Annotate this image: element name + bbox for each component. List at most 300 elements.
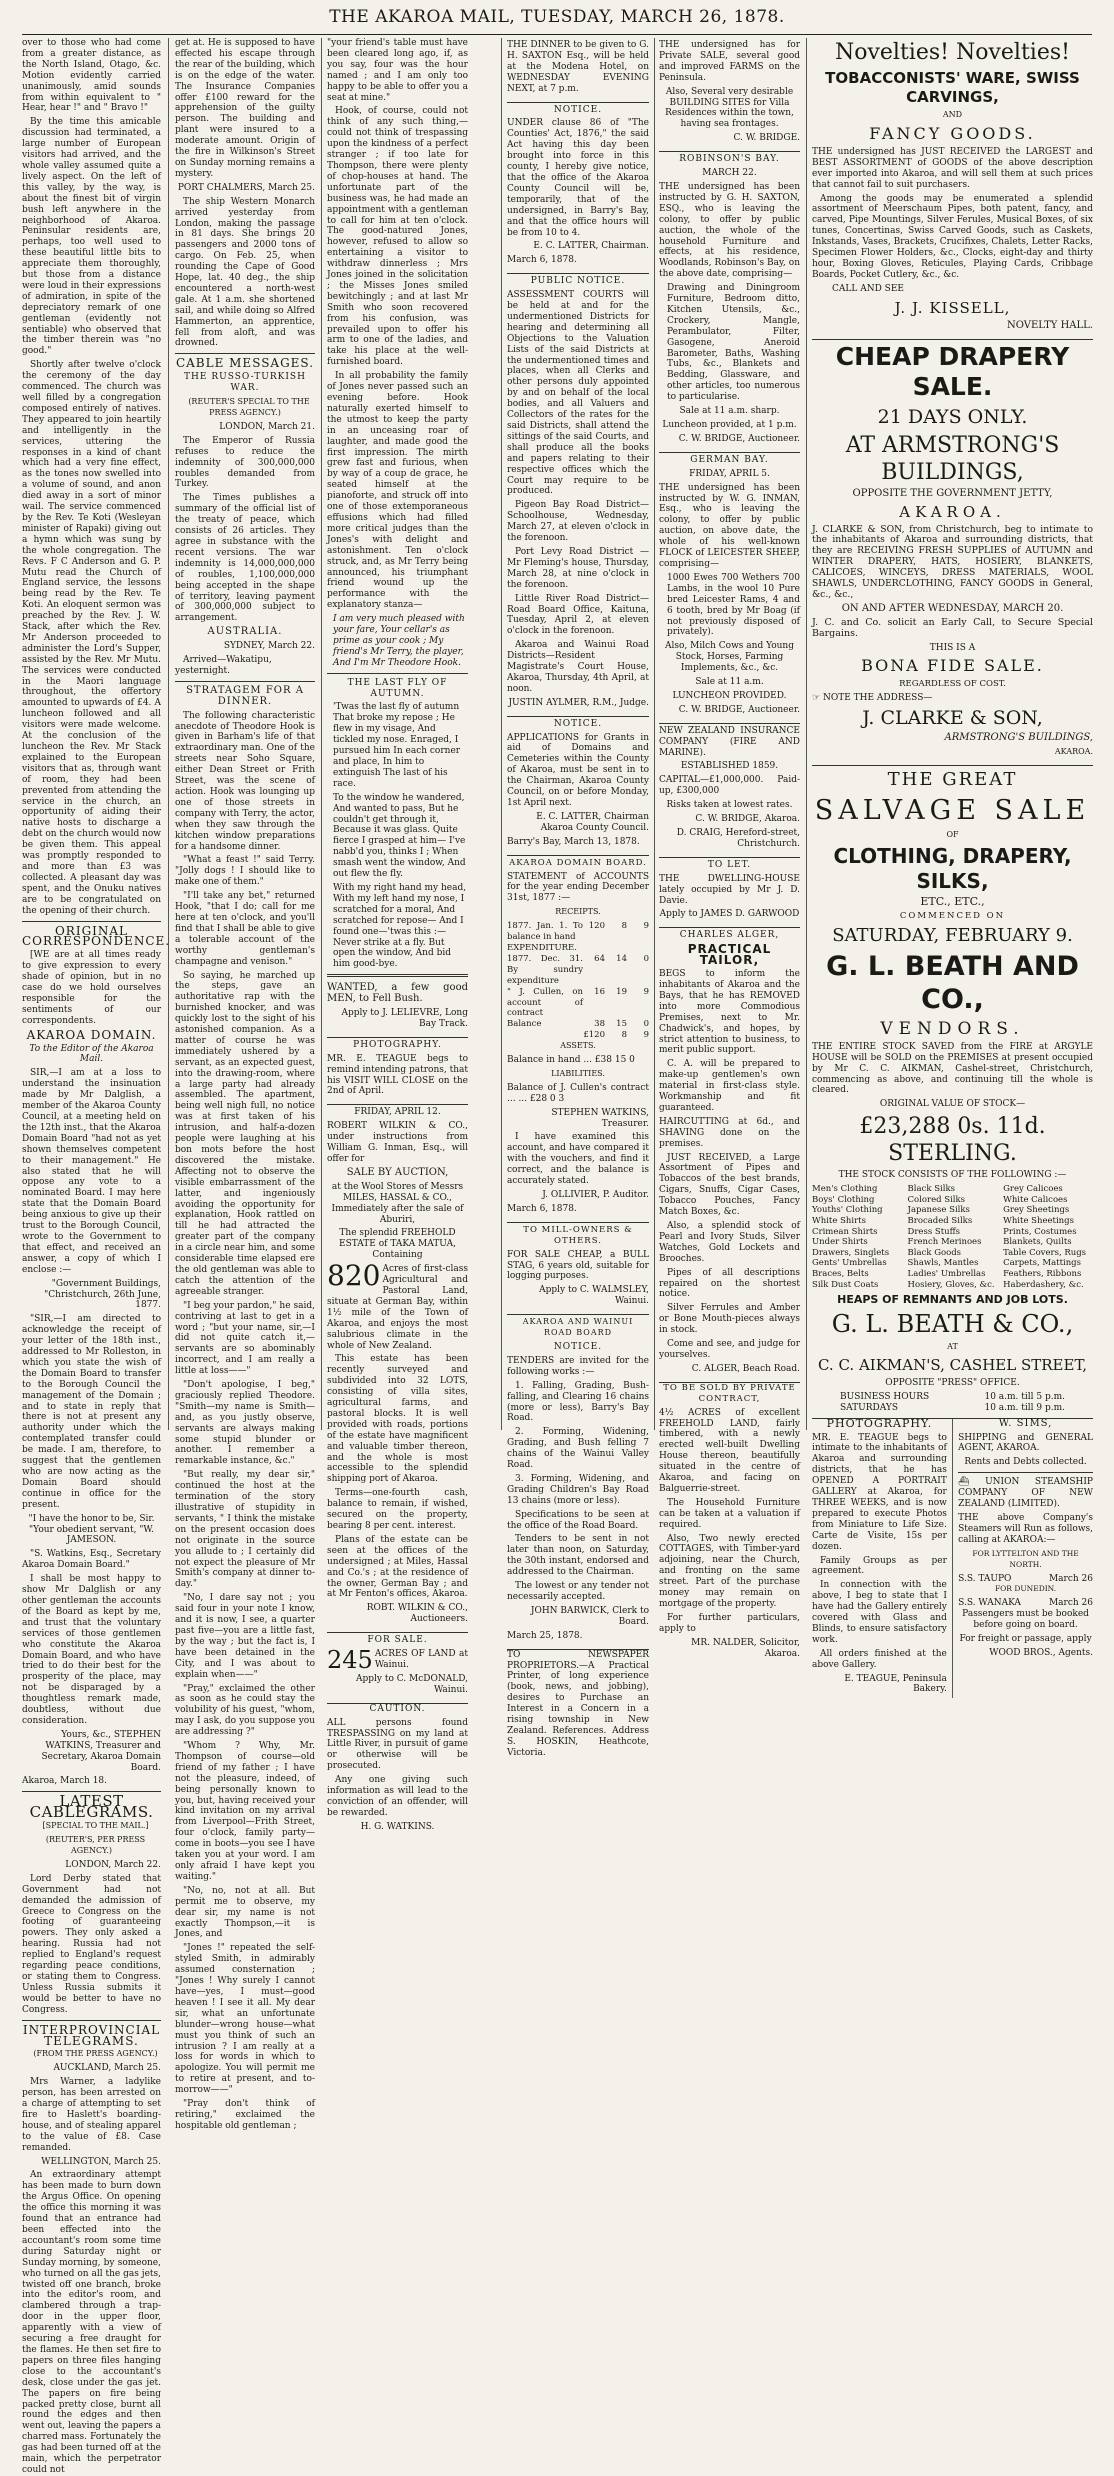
ad-text: For further particulars, apply to xyxy=(659,1612,800,1634)
column-rule xyxy=(168,38,169,1430)
stock-item: Crimean Shirts xyxy=(812,1226,878,1237)
stock-item: Dress Stuffs xyxy=(907,1226,960,1237)
ad-heading: PHOTOGRAPHY. xyxy=(826,1416,933,1430)
stock-item: Grey Calicoes xyxy=(1003,1184,1063,1195)
account-amount: 9 xyxy=(643,921,649,932)
ad-text: THE above Company's Steamers will Run as follows, calling at AKAROA:— xyxy=(958,1512,1093,1545)
ad-text: ORIGINAL VALUE OF STOCK— xyxy=(879,1099,1026,1110)
ad-text: Pipes of all descriptions repaired on the shortest notice. xyxy=(659,1267,800,1300)
article-text: So saying, he marched up the steps, gave an authoritative rap with the burnished knocker, and was quickly lost to the sight of his astonished companion. As a matter of course he was immediately ushered by a servant, as an expected guest, into the drawing-room, where a large party had already assembled. The apartment, being well nigh full, no notice was at first taken of his intrusion, and half-a-dozen people were laughing at his bon mots before the host discovered the mistake. Affecting not to observe the visible embarrassment of the latter, and ingeniously avoiding the opportunity for explanation, Hook rattled on till he had attracted the greater part of the company in a circle near him, and some considerable time elapsed ere the old gentleman was able to catch the attention of the agreeable stranger. xyxy=(175,970,315,1297)
ad-text: BEGS to inform the inhabitants of Akaroa and the Bays, that he has REMOVED into more Commodious Premises, next to Mr. Chadwick's, and hopes, by strict attention to business, to merit public support. xyxy=(659,969,800,1056)
stock-item: Black Goods xyxy=(907,1247,962,1258)
ad-text: Also, Several very desirable BUILDING SITES for Villa Residences within the town, having sea frontages. xyxy=(665,86,794,130)
ad-text: AND xyxy=(942,110,963,119)
article-text: An extraordinary attempt has been made to burn down the Argus Office. On opening the office this morning it was found that an entrance had been effected into the accountant's room some time during Saturday night or Sunday morning, by someone, who turned on all the gas jets, twisted off one branch, broke into the editor's room, and clambered through a trap-door in the upper floor, apparently with a view of securing a free draught for the flames. He then set fire to papers on three files hanging close to the accountant's desk, close under the gas jet. The papers on fire being packed pretty close, burnt all round the edges and then went out, leaving the papers a charred mass. Fortunately the gas had been turned off at the main, which the perpetrator could not xyxy=(22,2170,161,2475)
letter-text: "I have the honor to be, Sir. "Your obedient servant, "W. JAMESON. xyxy=(28,1513,155,1546)
ad-private-sale xyxy=(659,38,800,152)
divider xyxy=(327,673,468,674)
stock-item: Braces, Belts xyxy=(812,1268,869,1279)
ad-text: ACRES OF LAND at Wainui. xyxy=(374,1649,468,1670)
ad-shipping xyxy=(958,1419,1093,1699)
stock-item: Brocaded Silks xyxy=(907,1215,973,1226)
editorial-note: [WE are at all times ready to give expression to every shade of opinion, but in no case do we hold ourselves responsible for the sentiments of our correspondents. xyxy=(22,950,161,1026)
ad-banner: SATURDAY, FEBRUARY 9. xyxy=(832,924,1073,946)
ad-tailor xyxy=(659,928,800,1382)
account-row: Balance in hand ... £38 15 0 xyxy=(507,1055,635,1066)
poem-stanza: 'Twas the last fly of autumn That broke my repose ; He flew in my visage, And tickled my nose. Enraged, I pursued him In each corner and place, In him to extinguish The last of his race. xyxy=(333,702,461,789)
divider xyxy=(327,974,468,977)
ad-text: at the Wool Stores of Messrs MILES, HASSAL & CO., Immediately after the sale of Aburiri, xyxy=(331,1181,464,1225)
ad-text: THE undersigned has for Private SALE, several good and improved FARMS on the Peninsula. xyxy=(659,40,800,83)
ad-text: In connection with the above, I beg to state that I have had the Gallery entirely covered with Glass and Blinds, to ensure satisfactory work. xyxy=(812,1580,947,1645)
account-subheading: ASSETS. xyxy=(560,1041,596,1051)
column-4 xyxy=(507,38,649,1758)
ad-mill-owners xyxy=(507,1223,649,1315)
dateline: PORT CHALMERS, March 25. xyxy=(177,182,315,193)
masthead: THE AKAROA MAIL, TUESDAY, MARCH 26, 1878. xyxy=(329,7,785,27)
ad-text: Family Groups as per agreement. xyxy=(812,1555,947,1577)
stock-column xyxy=(1003,1184,1093,1290)
letter-text: "SIR,—I am directed to acknowledge the receipt of your letter of the 18th inst., addressed to Mr Rolleston, in which you state the wish of the Domain Board to transfer to the Borough Council the management of the Domain ; and to state in reply that there is not at present any authority under which the contemplated transfer could be made. I am, therefore, to suggest that the gentlemen who are now acting as the Domain Board should continue in office for the present. xyxy=(22,1314,161,1510)
ad-text: HAIRCUTTING at 6d., and SHAVING done on the premises. xyxy=(659,1116,800,1149)
sailing-row xyxy=(958,1598,1093,1609)
ad-heading: SALE BY AUCTION, xyxy=(346,1166,449,1178)
ad-banner: CLOTHING, DRAPERY, SILKS, xyxy=(833,844,1072,893)
sailing-date: March 26 xyxy=(1048,1573,1093,1584)
ad-heading: TO BE SOLD BY PRIVATE CONTRACT, xyxy=(663,1382,796,1404)
ad-signature: JOHN BARWICK, Clerk to Board. xyxy=(530,1605,649,1627)
ad-text: Plans of the estate can be seen at the offices of the undersigned ; at Miles, Hassal and Co.'s ; at the residence of the owner, German Bay ; and at Mr Fenton's offices, Akaroa. xyxy=(327,1534,468,1600)
account-amount xyxy=(605,943,627,954)
stock-item: Prints, Costumes xyxy=(1003,1226,1077,1237)
hours-label: BUSINESS HOURS xyxy=(840,1391,930,1402)
ad-kissell xyxy=(812,38,1093,340)
stock-item: Boys' Clothing xyxy=(812,1194,875,1205)
ad-signature: J. OLLIVIER, P. Auditor. xyxy=(542,1190,649,1200)
article-text: The Emperor of Russia refuses to reduce the indemnity of 300,000,000 roubles demanded from Turkey. xyxy=(175,435,315,490)
ad-text: J. CLARKE & SON, from Christchurch, beg to intimate to the inhabitants of Akaroa and surrounding districts, that they are RECEIVING FRESH SUPPLIES of AUTUMN and WINTER DRAPERY, HATS, HOSIERY, BLANKETS, CALICOES, WINCEYS, DRESS MATERIALS, WOOL SHAWLS, UNDERCLOTHING, FANCY GOODS in General, &c., &c., xyxy=(812,523,1093,600)
account-row xyxy=(507,954,649,987)
article-text: Arrived—Wakatipu, yesternight. xyxy=(175,655,272,676)
account-label xyxy=(507,1030,583,1041)
letter-text: SIR,—I am at a loss to understand the insinuation made by Mr Dalglish, a member of the Akaroa County Council, at a meeting held on the 12th inst., that the Akaroa Domain Board "had not as yet shown themselves competent to their management." He also stated that he will oppose any vote to a nominated Board. I may here state that the Domain Board being anxious to give up their trust to the Borough Council, wrote to the Government to that effect, and received an answer, a copy of which I enclose :— xyxy=(22,1068,161,1275)
ad-signature: STEPHEN WATKINS, Treasurer. xyxy=(551,1107,649,1129)
ad-banner: J. J. KISSELL, xyxy=(894,298,1011,317)
ad-text: MR. E. TEAGUE begs to intimate to the inhabitants of Akaroa and surrounding districts, that he has OPENED A PORTRAIT GALLERY at Akaroa, for THREE WEEKS, and is now prepared to execute Photos from Miniature to Life Size. Carte de Visite, 15s per dozen. xyxy=(812,1432,947,1552)
account-amount: 9 xyxy=(643,986,649,997)
dateline: LONDON, March 21. xyxy=(219,421,315,432)
dateline: WELLINGTON, March 25. xyxy=(41,2156,161,2167)
ad-text: THIS IS A xyxy=(929,642,976,653)
ad-signature: Apply to J. LELIEVRE, Long Bay Track. xyxy=(341,1008,468,1029)
ad-date: March 6, 1878. xyxy=(507,1203,577,1214)
ad-signature: ROBT. WILKIN & CO., Auctioneers. xyxy=(366,1603,468,1625)
divider xyxy=(175,681,315,682)
subheading: (FROM THE PRESS AGENCY.) xyxy=(33,2049,158,2059)
account-row xyxy=(507,943,649,954)
ad-heading: W. SIMS, xyxy=(998,1417,1053,1429)
stock-item: Drawers, Singlets xyxy=(812,1247,890,1258)
column-rule xyxy=(806,38,807,1430)
article-text: In all probability the family of Jones never passed such an evening before. Hook naturally exerted himself to the utmost to keep the party in an unceasing roar of laughter, and made good the first impression. The mirth grew fast and furious, when by way of a coup de grace, he seated himself at the pianoforte, and struck off into one of those extemporaneous effusions which had filled more critical judges than the Jones's with delight and astonishment. Ten o'clock struck, and, as Mr Terry being announced, his triumphant friend wound up the performance with the explanatory stanza— xyxy=(327,371,468,611)
ad-text: TENDERS are invited for the following works :— xyxy=(507,1355,649,1377)
account-amount: 0 xyxy=(643,953,649,964)
ad-heading: TO MILL-OWNERS & OTHERS. xyxy=(523,1224,633,1246)
verse-text: I am very much pleased with your fare, Your cellar's as prime as your cook ; My friend's Mr Terry, the player, And I'm Mr Theodore Hook. xyxy=(333,614,465,668)
article-text: "No, I dare say not ; you said four in your note I know, and it is now, I see, a quarter past five—you are a little fast, by the way ; but the fact is, I have been detained in the City, and I was about to explain when——" xyxy=(175,1593,315,1680)
section-heading: CABLE MESSAGES. xyxy=(175,356,315,371)
divider xyxy=(958,1472,1093,1473)
column-rule xyxy=(501,38,502,1430)
letter-text: I shall be most happy to show Mr Dalglish or any other gentleman the accounts of the Board as kept by me, and trust that the voluntary services of those gentlemen who constitute the Akaroa Domain Board, and who have tried to do their best for the prosperity of the place, may not be disparaged by a thoughtless remark made, doubtless, without due consideration. xyxy=(22,1574,161,1726)
ad-banner: SALVAGE SALE xyxy=(814,795,1091,827)
article-text: "your friend's table must have been cleared long ago, if, as you say, four was the hour named ; and I am only too happy to be able to offer you a seat at mine." xyxy=(327,38,468,103)
section-heading: STRATAGEM FOR A DINNER. xyxy=(186,684,304,707)
subheading: (REUTER'S SPECIAL TO THE PRESS AGENCY.) xyxy=(188,397,310,417)
article-text: "Jones !" repeated the self-styled Smith, in admirably assumed consternation ; "Jones ! Why surely I cannot have—yes, I must—good heaven ! I see it all. My dear sir, what an unfortunate blunder—wrong house—what must you think of such an intrusion ? I am really at a loss for words in which to apologize. You will permit me to retire at present, and to-morrow——" xyxy=(175,1943,315,2096)
ad-text: This estate has been recently surveyed and subdivided into 32 LOTS, consisting of villa sites, agricultural farms, and pastoral blocks. It is well provided with roads, portions of the estate have magnificent and valuable timber thereon, and the whole is most accessible to the splendid shipping port of Akaroa. xyxy=(327,1354,468,1485)
ad-signature: C. W. BRIDGE, Akaroa. xyxy=(695,814,800,825)
article-text: "I beg your pardon," he said, contriving at last to get in a word ; "but your name, sir,—I did not quite catch it,—servants are so abominably incorrect, and I am really a little at loss——" xyxy=(175,1300,315,1377)
route-heading: FOR DUNEDIN. xyxy=(994,1584,1057,1594)
ad-text: COMMENCED ON xyxy=(899,910,1006,921)
stock-list xyxy=(812,1184,1093,1290)
account-label: 1877. Jan. 1. To balance in hand xyxy=(507,921,583,943)
section-heading: ORIGINAL CORRESPONDENCE. xyxy=(22,923,171,949)
account-label: " J. Cullen, on account of contract xyxy=(507,986,583,1019)
ad-text: WANTED, a few good MEN, to Fell Bush. xyxy=(327,982,468,1005)
ad-text: FOR SALE CHEAP, a BULL STAG, 6 years old, suitable for logging purposes. xyxy=(507,1249,649,1282)
ad-text: NOVELTY HALL. xyxy=(1007,319,1093,331)
ad-signature: MR. NALDER, Solicitor, Akaroa. xyxy=(691,1637,800,1659)
ad-banner: TOBACCONISTS' WARE, SWISS CARVINGS, xyxy=(825,69,1080,106)
subheading: [SPECIAL TO THE MAIL.] xyxy=(42,1821,149,1831)
article-text: Lord Derby stated that Government had not demanded the admission of Greece to Congress on the footing of guaranteeing powers. They only asked a hearing. Russia had not replied to England's request regarding peace conditions, or stating them to Congress. Unless Russia submits it would be better to have no Congress. xyxy=(22,1873,161,2015)
ad-caution xyxy=(327,1704,468,1833)
ad-heading: AKAROA DOMAIN BOARD. xyxy=(509,857,647,868)
ad-text: UNION STEAMSHIP COMPANY OF NEW ZEALAND (LIMITED). xyxy=(958,1477,1093,1510)
ad-public-notice xyxy=(507,274,649,716)
ad-cheap-drapery xyxy=(812,340,1093,767)
column-rule xyxy=(654,38,655,1430)
ad-text: ARMSTRONG'S BUILDINGS, xyxy=(944,732,1093,744)
ad-text: ALL persons found TRESPASSING on my land at Little River, in pursuit of game or otherwise will be prosecuted. xyxy=(327,1717,468,1772)
bottom-ads xyxy=(812,1416,1093,1699)
ad-text: UNDER clause 86 of "The Counties' Act, 1876," the said Act having this day been brought into force in this county, I hereby give notice, that the office of the Akaroa County Council will be, temporarily, that of the undersigned, in Barry's Bay, and that the office hours will be from 10 to 4. xyxy=(507,118,649,238)
ad-text: Luncheon provided, at 1 p.m. xyxy=(662,420,797,430)
ad-text: Acres of first-class Agricultural and Pastoral Land, situate at German Bay, within 1½ mile of the Town of Akaroa, and enjoys the most salubrious climate in the whole of New Zealand. xyxy=(327,1264,468,1351)
article-text: Mrs Warner, a ladylike person, has been arrested on a charge of attempting to set fire to Haslett's boarding-house, and of stealing apparel to the value of £8. Case remanded. xyxy=(22,2077,161,2153)
account-amount: 16 xyxy=(594,986,605,997)
stock-item: Carpets, Mattings xyxy=(1003,1258,1081,1269)
ad-signature: WOOD BROS., Agents. xyxy=(989,1647,1093,1658)
account-label: 1877. Dec. 31. By sundry expenditure xyxy=(507,953,583,986)
ad-heading: GERMAN BAY. xyxy=(690,454,769,465)
ad-date: FRIDAY, APRIL 5. xyxy=(689,468,770,479)
ad-heading: FOR SALE. xyxy=(367,1635,428,1646)
stock-item: French Merinoes xyxy=(907,1237,982,1248)
stock-item: Feathers, Ribbons xyxy=(1003,1268,1082,1279)
article-text: "No, no, not at all. But permit me to observe, my dear sir, my name is not exactly Thompson,—it is Jones, and xyxy=(175,1885,315,1940)
ad-text: Silver Ferrules and Amber or Bone Mouth-pieces always in stock. xyxy=(659,1303,800,1336)
column-rule xyxy=(321,38,322,1430)
steamship-icon: ⛴ xyxy=(958,1477,986,1488)
stock-item: Hosiery, Gloves, &c. xyxy=(907,1279,995,1290)
ad-banner: AKAROA. xyxy=(899,502,1006,521)
ad-banner: BONA FIDE SALE. xyxy=(861,656,1044,676)
business-hours xyxy=(812,1392,1093,1403)
stock-item: Gents' Umbrellas xyxy=(812,1258,887,1269)
ad-banner: Novelties! Novelties! xyxy=(834,40,1070,65)
ad-text xyxy=(812,693,1093,704)
ad-text: OPPOSITE THE GOVERNMENT JETTY, xyxy=(852,487,1053,499)
article-text: Hook, of course, could not think of any such thing,—could not think of trespassing upon the kindness of a perfect stranger ; if too late for Thompson, there were plenty of chop-houses at hand. The unfortunate part of the business was, he had made an appointment with a gentleman to call for him at ten o'clock. The good-natured Jones, however, refused to allow so entertaining a visitor to withdraw dinnerless ; Mrs Jones joined in the solicitation ; the Misses Jones smiled bewitchingly ; and at last Mr Smith who soon recovered from his confusion, was prevailed upon to offer his arm to one of the ladies, and take his place at the well-furnished board. xyxy=(327,106,468,368)
ad-photography-teague xyxy=(812,1416,953,1699)
ad-banner: AT ARMSTRONG'S BUILDINGS, xyxy=(845,432,1060,485)
ad-text: Also, Milch Cows and Young Stock, Horses, Farming Implements, &c., &c. xyxy=(664,641,794,674)
ad-text: THE DINNER to be given to G. H. SAXTON Esq., will be held at the Modena Hotel, on WEDNESDAY EVENING NEXT, at 7 p.m. xyxy=(507,40,649,94)
ad-heading: CHARLES ALGER, xyxy=(679,930,780,941)
ad-heading: ROBINSON'S BAY. xyxy=(679,154,780,165)
letter-signature: Yours, &c., STEPHEN WATKINS, Treasurer and Secretary, Akaroa Domain Board. xyxy=(41,1729,161,1773)
ad-banner: FANCY GOODS. xyxy=(869,123,1036,143)
hours-value: 10 a.m. till 9 p.m. xyxy=(984,1402,1065,1413)
sailing-date: March 26 xyxy=(1048,1598,1093,1609)
ad-date: MARCH 22. xyxy=(702,168,757,179)
divider xyxy=(22,921,161,922)
account-row xyxy=(507,1019,649,1030)
stock-item: White Shirts xyxy=(812,1215,866,1226)
ad-text: 2. Forming, Widening, Grading, and Bush felling 7 chains of the Wainui Valley Road. xyxy=(507,1427,649,1471)
ship-name: S.S. TAUPO xyxy=(958,1573,1012,1584)
ad-text: ROBERT WILKIN & CO., under instructions from William G. Inman, Esq., will offer for xyxy=(327,1121,468,1164)
article-text: The ship Western Monarch arrived yesterday from London, making the passage in 81 days. She brings 20 passengers and 2000 tons of cargo. On Feb. 25, when rounding the Cape of Good Hope, lat. 40 deg., the ship encountered a north-west gale. At 1 a.m. she shortened sail, and while doing so Alfred Hammerton, an apprentice, fell from aloft, and was drowned. xyxy=(175,196,315,349)
stock-item: Colored Silks xyxy=(907,1194,966,1205)
stock-item: White Sheetings xyxy=(1003,1215,1074,1226)
account-amount: 64 xyxy=(594,953,605,964)
saturday-hours xyxy=(812,1403,1093,1414)
ad-notice-grants xyxy=(507,717,649,856)
ad-text: Specifications to be seen at the office of the Road Board. xyxy=(507,1509,649,1531)
article-text: Shortly after twelve o'clock the ceremony of the day commenced. The church was well filled by a congregation composed entirely of natives. They appeared to join heartily and intelligently in the services, uttering the responses in a kind of chant which had a very fine effect, as the tones now swelled into a volume of sound, and anon died away in a sort of minor wail. The service commenced by the Rev. Te Koti (Wesleyan minister of Rapaki) giving out a hymn which was sung by the whole congregation. The Revs. F C Anderson and G. P. Mutu read the Church of England service, the lessons being read by the Rev. Te Koti. An eloquent sermon was preached by the Rev. J. W. Stack, after which the Rev. Mr Anderson proceeded to administer the Lord's Supper, assisted by the Rev. Mr Mutu. The services were conducted in the Maori language throughout, the offertory amounted to upwards of £4. A luncheon followed and all visitors were made welcome. At the conclusion of the luncheon the Rev. Mr Stack explained to the European visitors that as, through want of room, they had been prevented from attending the service in the church, an opportunity of aiding their native hosts to discharge a debt on the church would now be given them. This appeal was promptly responded to and more than £3 was collected. A pleasant day was spent, and the Onuku natives are to be congratulated on the opening of their church. xyxy=(22,360,161,916)
dateline: LONDON, March 22. xyxy=(65,1859,161,1870)
ad-text: Sale at 11 a.m. sharp. xyxy=(679,406,780,417)
ad-auction xyxy=(327,1105,468,1633)
subheading: THE RUSSO-TURKISH WAR. xyxy=(184,372,306,394)
account-amount: 0 xyxy=(643,1019,649,1030)
account-amount: 38 xyxy=(594,1019,605,1030)
ad-text: J. C. and Co. solicit an Early Call, to Secure Special Bargains. xyxy=(812,616,1093,639)
ad-signature: C. W. BRIDGE, Auctioneer. xyxy=(678,704,800,715)
ad-text: The splendid FREEHOLD ESTATE of TAKA MATUA, Containing xyxy=(339,1228,456,1261)
stock-item: Blankets, Quilts xyxy=(1003,1237,1072,1248)
article-text: The following characteristic anecdote of Theodore Hook is given in Barham's life of that extraordinary man. One of the streets near Soho Square, either Dean Street or Frith Street, was the scene of action. Hook was lounging up one of those streets in company with Terry, the actor, when they saw through the kitchen window preparations for a handsome dinner. xyxy=(175,710,315,852)
account-amount: 8 xyxy=(621,921,627,932)
ad-dinner xyxy=(507,38,649,103)
hours-value: 10 a.m. till 5 p.m. xyxy=(984,1391,1065,1402)
ad-text: Sale at 11 a.m. xyxy=(695,677,764,688)
ad-text: THE STOCK CONSISTS OF THE FOLLOWING :— xyxy=(838,1170,1067,1181)
ad-text: Port Levy Road District — Mr Fleming's house, Thursday, March 28, at nine o'clock in the forenoon. xyxy=(507,546,649,590)
ad-signature: E. C. LATTER, Chairman Akaroa County Council. xyxy=(536,811,649,833)
stock-item: Youths' Clothing xyxy=(812,1205,883,1216)
letter-date: Akaroa, March 18. xyxy=(22,1776,108,1787)
article-text: "What a feast !" said Terry. "Jolly dogs ! I should like to make one of them." xyxy=(175,855,315,888)
ad-text: SHIPPING and GENERAL AGENT, AKAROA. xyxy=(958,1432,1093,1454)
column-3 xyxy=(327,38,468,1832)
ship-name: S.S. WANAKA xyxy=(958,1598,1021,1609)
stock-item: Ladies' Umbrellas xyxy=(907,1268,986,1279)
ad-banner: J. CLARKE & SON, xyxy=(862,707,1043,730)
article-text: get at. He is supposed to have effected his escape through the rear of the building, which is on the edge of the water. The Insurance Companies offer £100 reward for the apprehension of the guilty person. The building and plant were insured to a moderate amount. Origin of the fire in Wilkinson's Street on Sunday morning remains a mystery. xyxy=(175,38,315,179)
acreage-number: 820 xyxy=(327,1259,381,1293)
poem-stanza: To the window he wandered, And wanted to pass, But he couldn't get through it, Because it was glass. Quite fierce I grasped at him— I've nabb'd you, thinks I ; When smash went the window, And out flew the fly. xyxy=(333,792,466,880)
subheading: AUSTRALIA. xyxy=(207,626,283,638)
ad-text: CAPITAL—£1,000,000. Paid-up, £300,000 xyxy=(659,775,800,797)
article-text: By the time this amicable discussion had terminated, a large number of European visitors had arrived, and the whole valley assumed quite a lively aspect. On the left of this valley, by the way, is about the finest bit of virgin bush left anywhere in the neighborhood of Akaroa. Peninsular residents are, perhaps, too well used to these beautiful little bits to appreciate them thoroughly, but those from a distance were loud in their expressions of admiration, in spite of the depreciatory remark of one gentleman (evidently not sentiable) who observed that the timber therein was "no good." xyxy=(22,117,161,357)
stock-column xyxy=(812,1184,902,1290)
ad-signature: C. W. BRIDGE, Auctioneer. xyxy=(678,433,800,444)
ad-private-contract xyxy=(659,1383,800,1660)
ad-text: I have examined this account, and have compared it with the vouchers, and find it correct, and the balance is accurately stated. xyxy=(507,1132,649,1187)
hours-label: SATURDAYS xyxy=(840,1402,898,1413)
ad-signature: D. CRAIG, Hereford-street, Christchurch. xyxy=(676,828,800,849)
article-text: "Don't apologise, I beg," graciously replied Theodore. "Smith—my name is Smith—and, as you justly observe, servants are always making some stupid blunder or another. I remember a remarkable instance, &c." xyxy=(175,1380,315,1467)
account-subheading: LIABILITIES. xyxy=(551,1068,605,1078)
ad-heading: PRACTICAL TAILOR, xyxy=(687,942,772,968)
ad-signature: E. C. LATTER, Chairman. xyxy=(533,241,649,252)
ad-notice xyxy=(507,103,649,275)
ad-text: THE undersigned has been instructed by G. H. SAXTON, ESQ., who is leaving the colony, to offer by public auction, the whole of the household Furniture and effects, at his residence, Woodlands, Robinson's Bay, on the above date, comprising— xyxy=(659,181,800,280)
stock-item: Silk Dust Coats xyxy=(812,1279,879,1290)
dateline: SYDNEY, March 22. xyxy=(223,641,315,652)
ad-banner: THE GREAT xyxy=(887,769,1018,791)
ad-text: Tenders to be sent in not later than noon, on Saturday, the 30th instant, endorsed and addressed to the Chairman. xyxy=(507,1534,649,1578)
ad-text: For freight or passage, apply xyxy=(959,1634,1092,1645)
ad-text: All orders finished at the above Gallery. xyxy=(812,1648,947,1670)
ad-text: ON AND AFTER WEDNESDAY, MARCH 20. xyxy=(841,602,1064,614)
ad-text: THE undersigned has JUST RECEIVED the LARGEST and BEST ASSORTMENT of GOODS of the above description ever imported into Akaroa, and will sell them at such prices that cannot fail to suit purchasers. xyxy=(812,146,1093,190)
ad-text: Any one giving such information as will lead to the conviction of an offender, will be rewarded. xyxy=(327,1775,468,1818)
ad-text: Rents and Debts collected. xyxy=(964,1457,1087,1468)
divider xyxy=(175,353,315,354)
account-amount: 14 xyxy=(616,953,627,964)
ad-text: Passengers must be booked before going on board. xyxy=(962,1609,1089,1631)
account-row xyxy=(507,987,649,1020)
stock-item: Shawls, Mantles xyxy=(907,1258,979,1269)
account-label: Balance xyxy=(507,1019,542,1030)
ad-text: Come and see, and judge for yourselves. xyxy=(659,1339,800,1360)
ad-heading: AKAROA AND WAINUI ROAD BOARD xyxy=(522,1317,634,1338)
ad-road-board xyxy=(507,1315,649,1649)
ad-signature: Apply to C. McDONALD, Wainui. xyxy=(356,1673,468,1695)
verse xyxy=(327,614,468,669)
route-heading: FOR LYTTELTON AND THE NORTH. xyxy=(972,1548,1079,1569)
ad-banner: CHEAP DRAPERY SALE. xyxy=(835,341,1070,401)
ad-text: Pigeon Bay Road District—Schoolhouse, Wednesday, March 27, at eleven o'clock in the forenoon. xyxy=(507,500,649,544)
account-amount: 8 xyxy=(621,1030,627,1041)
ad-text: Also, a splendid stock of Pearl and Ivory Studs, Silver Watches, Gold Lockets and Brooches. xyxy=(659,1221,800,1264)
column-1 xyxy=(22,38,171,2475)
ad-text: THE DWELLING-HOUSE lately occupied by Mr J. D. Davie. xyxy=(659,873,800,906)
ad-banner: G. L. BEATH AND CO., xyxy=(826,950,1079,1015)
ad-banner: HEAPS OF REMNANTS AND JOB LOTS. xyxy=(837,1293,1068,1307)
section-heading: INTERPROVINCIAL TELEGRAMS. xyxy=(22,2022,161,2048)
ad-date: Barry's Bay, March 13, 1878. xyxy=(507,836,640,847)
ad-text: C. A. will be prepared to make-up gentlemen's own material in first-class style. Workmanship and fit guaranteed. xyxy=(659,1059,800,1113)
account-amount: £120 xyxy=(583,1030,605,1041)
ad-text: CALL AND SEE xyxy=(832,283,904,294)
ad-heading: NOTICE. xyxy=(553,718,603,729)
ad-german-bay xyxy=(659,453,800,724)
ad-text: Drawing and Diningroom Furniture, Bedroom ditto, Kitchen Utensils, &c., Crockery, Mangle, Perambulator, Filter, Gasogene, Aneroid Barometer, Baths, Washing Tubs, &c., Blankets and Bedding, Glassware, and other articles, too numerous to particularise. xyxy=(667,283,800,403)
ad-text: AT xyxy=(947,1342,958,1351)
article-text: The Times publishes a summary of the official list of the treaty of peace, which consists of 26 articles. They agree in substance with the recent versions. The war indemnity is 14,000,000,000 of roubles, 1,100,000,000 being accepted in the shape of territory, leaving payment of 300,000,000 subject to arrangement. xyxy=(175,493,315,624)
article-text: "Pray," exclaimed the other as soon as he could stay the volubility of his guest, "whom, may I ask, do you suppose you are addressing ?" xyxy=(175,1683,315,1738)
poem-stanza: With my right hand my head, With my left hand my nose, I scratched for a moral, And scratched for repose— And I found one—'twas this :— Never strike at a fly. But open the window, And bid him good-bye. xyxy=(333,882,467,970)
ad-insurance xyxy=(659,724,800,858)
ad-signature: Apply to C. WALMSLEY, Wainui. xyxy=(539,1285,649,1307)
section-heading: LATEST CABLEGRAMS. xyxy=(29,1792,154,1822)
ad-text: ASSESSMENT COURTS will be held at and for the undermentioned Districts for hearing and determining all Objections to the Valuation Lists of the said Districts at the undermentioned times and places, when all Clerks and other persons duly appointed by and on behalf of the local bodies, and all Valuers and Collectors of the rates for the said Districts, shall attend the sittings of the said Courts, and shall produce all the books and papers relating to their respective offices which the Court may require to be produced. xyxy=(507,290,649,497)
ad-text: THE undersigned has been instructed by W. G. INMAN, Esq., who is leaving the colony, to offer by public auction, on above date, the whole of his well-known FLOCK of LEICESTER SHEEP, comprising— xyxy=(659,482,800,569)
poem xyxy=(327,702,468,970)
ad-for-sale xyxy=(327,1633,468,1704)
ad-date: March 6, 1878. xyxy=(507,255,577,266)
acreage-number: 245 xyxy=(327,1646,373,1675)
article-text: over to those who had come from a greater distance, as the North Island, Otago, &c. Motion evidently carried unanimously, amid sounds from within equivalent to " Hear, hear !" and " Bravo !" xyxy=(22,38,161,114)
ad-banner: G. L. BEATH & CO., xyxy=(831,1310,1074,1338)
account-amount: 120 xyxy=(588,921,605,932)
letter-text: "Government Buildings, "Christchurch, 26th June, 1877. xyxy=(44,1278,161,1311)
ad-text: Among the goods may be enumerated a splendid assortment of Meerschaum Pipes, both patent, fancy, and carved, Pipe Mountings, Silver Ferules, Musical Boxes, of six tunes, Concertinas, Swiss Carved Goods, such as Caskets, Inkstands, Vases, Brackets, Crucifixes, Chalets, Letter Racks, Specimen Flower Holders, &c., Clocks, eight-day and thirty hour, Boxing Gloves, Reticules, Playing Cards, Cribbage Boards, Pocket Cutlery, &c., &c. xyxy=(812,193,1093,280)
column-6 xyxy=(812,38,1093,1695)
ad-signature: E. TEAGUE, Peninsula Bakery. xyxy=(844,1673,947,1695)
ad-banner: C. C. AIKMAN'S, CASHEL STREET, xyxy=(817,1355,1088,1374)
ad-text: The lowest or any tender not necessarily accepted. xyxy=(507,1581,649,1602)
account-row xyxy=(507,1030,649,1041)
ad-text: ETC., ETC., xyxy=(920,895,985,908)
account-label: EXPENDITURE. xyxy=(507,942,577,953)
ad-heading: NOTICE. xyxy=(553,104,603,115)
poem-title: THE LAST FLY OF AUTUMN. xyxy=(347,677,448,699)
ad-signature: Apply to JAMES D. GARWOOD xyxy=(659,909,800,920)
letter-heading: AKAROA DOMAIN. xyxy=(26,1027,157,1042)
ad-text: LUNCHEON PROVIDED. xyxy=(672,690,787,701)
ad-banner: VENDORS. xyxy=(880,1018,1025,1039)
ad-salvage-sale xyxy=(812,766,1093,1419)
ad-text: AKAROA. xyxy=(1054,747,1093,757)
stock-item: Under Shirts xyxy=(812,1237,868,1248)
ad-text: Also, Two newly erected COTTAGES, with Timber-yard adjoining, near the Church, and fronting on the same street. Part of the purchase money may remain on mortgage of the property. xyxy=(659,1533,800,1609)
ad-heading: CAUTION. xyxy=(369,1703,426,1714)
stock-item: Grey Sheetings xyxy=(1003,1205,1070,1216)
ad-heading: PHOTOGRAPHY. xyxy=(353,1039,442,1050)
ad-newspaper: TO NEWSPAPER PROPRIETORS.—A Practical Printer, of long experience (book, news, and jobbing), desires to Purchase an Interest in a Concern in a rising township in New Zealand. References. Address S. HOSKIN, Heathcote, Victoria. xyxy=(507,1649,649,1758)
stock-item: Black Silks xyxy=(907,1184,955,1195)
ad-to-let xyxy=(659,858,800,929)
article-text: "Whom ? Why, Mr. Thompson of course—old friend of my father ; I have not the pleasure, indeed, of being personally known to you, but, having received your kind invitation on my arrival from Liverpool—Frith Street, four o'clock, family party—come in boots—you see I have taken you at your word. I am only afraid I have kept you waiting." xyxy=(175,1741,315,1882)
stock-item: Men's Clothing xyxy=(812,1184,878,1195)
stock-column xyxy=(908,1184,998,1290)
stock-item: Japanese Silks xyxy=(907,1205,970,1216)
article-text: "I'll take any bet," returned Hook, "that I do; call for me here at ten o'clock, and you'll find that I shall be able to give a tolerable account of the worthy gentleman's champagne and venison." xyxy=(175,891,315,967)
stock-item: Haberdashery, &c. xyxy=(1003,1279,1084,1290)
ad-date: March 25, 1878. xyxy=(507,1630,583,1641)
ad-domain-accounts xyxy=(507,856,649,1223)
ad-text: Risks taken at lowest rates. xyxy=(666,800,793,811)
ad-text: 1000 Ewes 700 Wethers 700 Lambs, in the wool 10 Pure bred Leicester Rams, 4 and 6 tooth, bred by Mr Boag (if not previously disposed of privately). xyxy=(667,572,800,638)
